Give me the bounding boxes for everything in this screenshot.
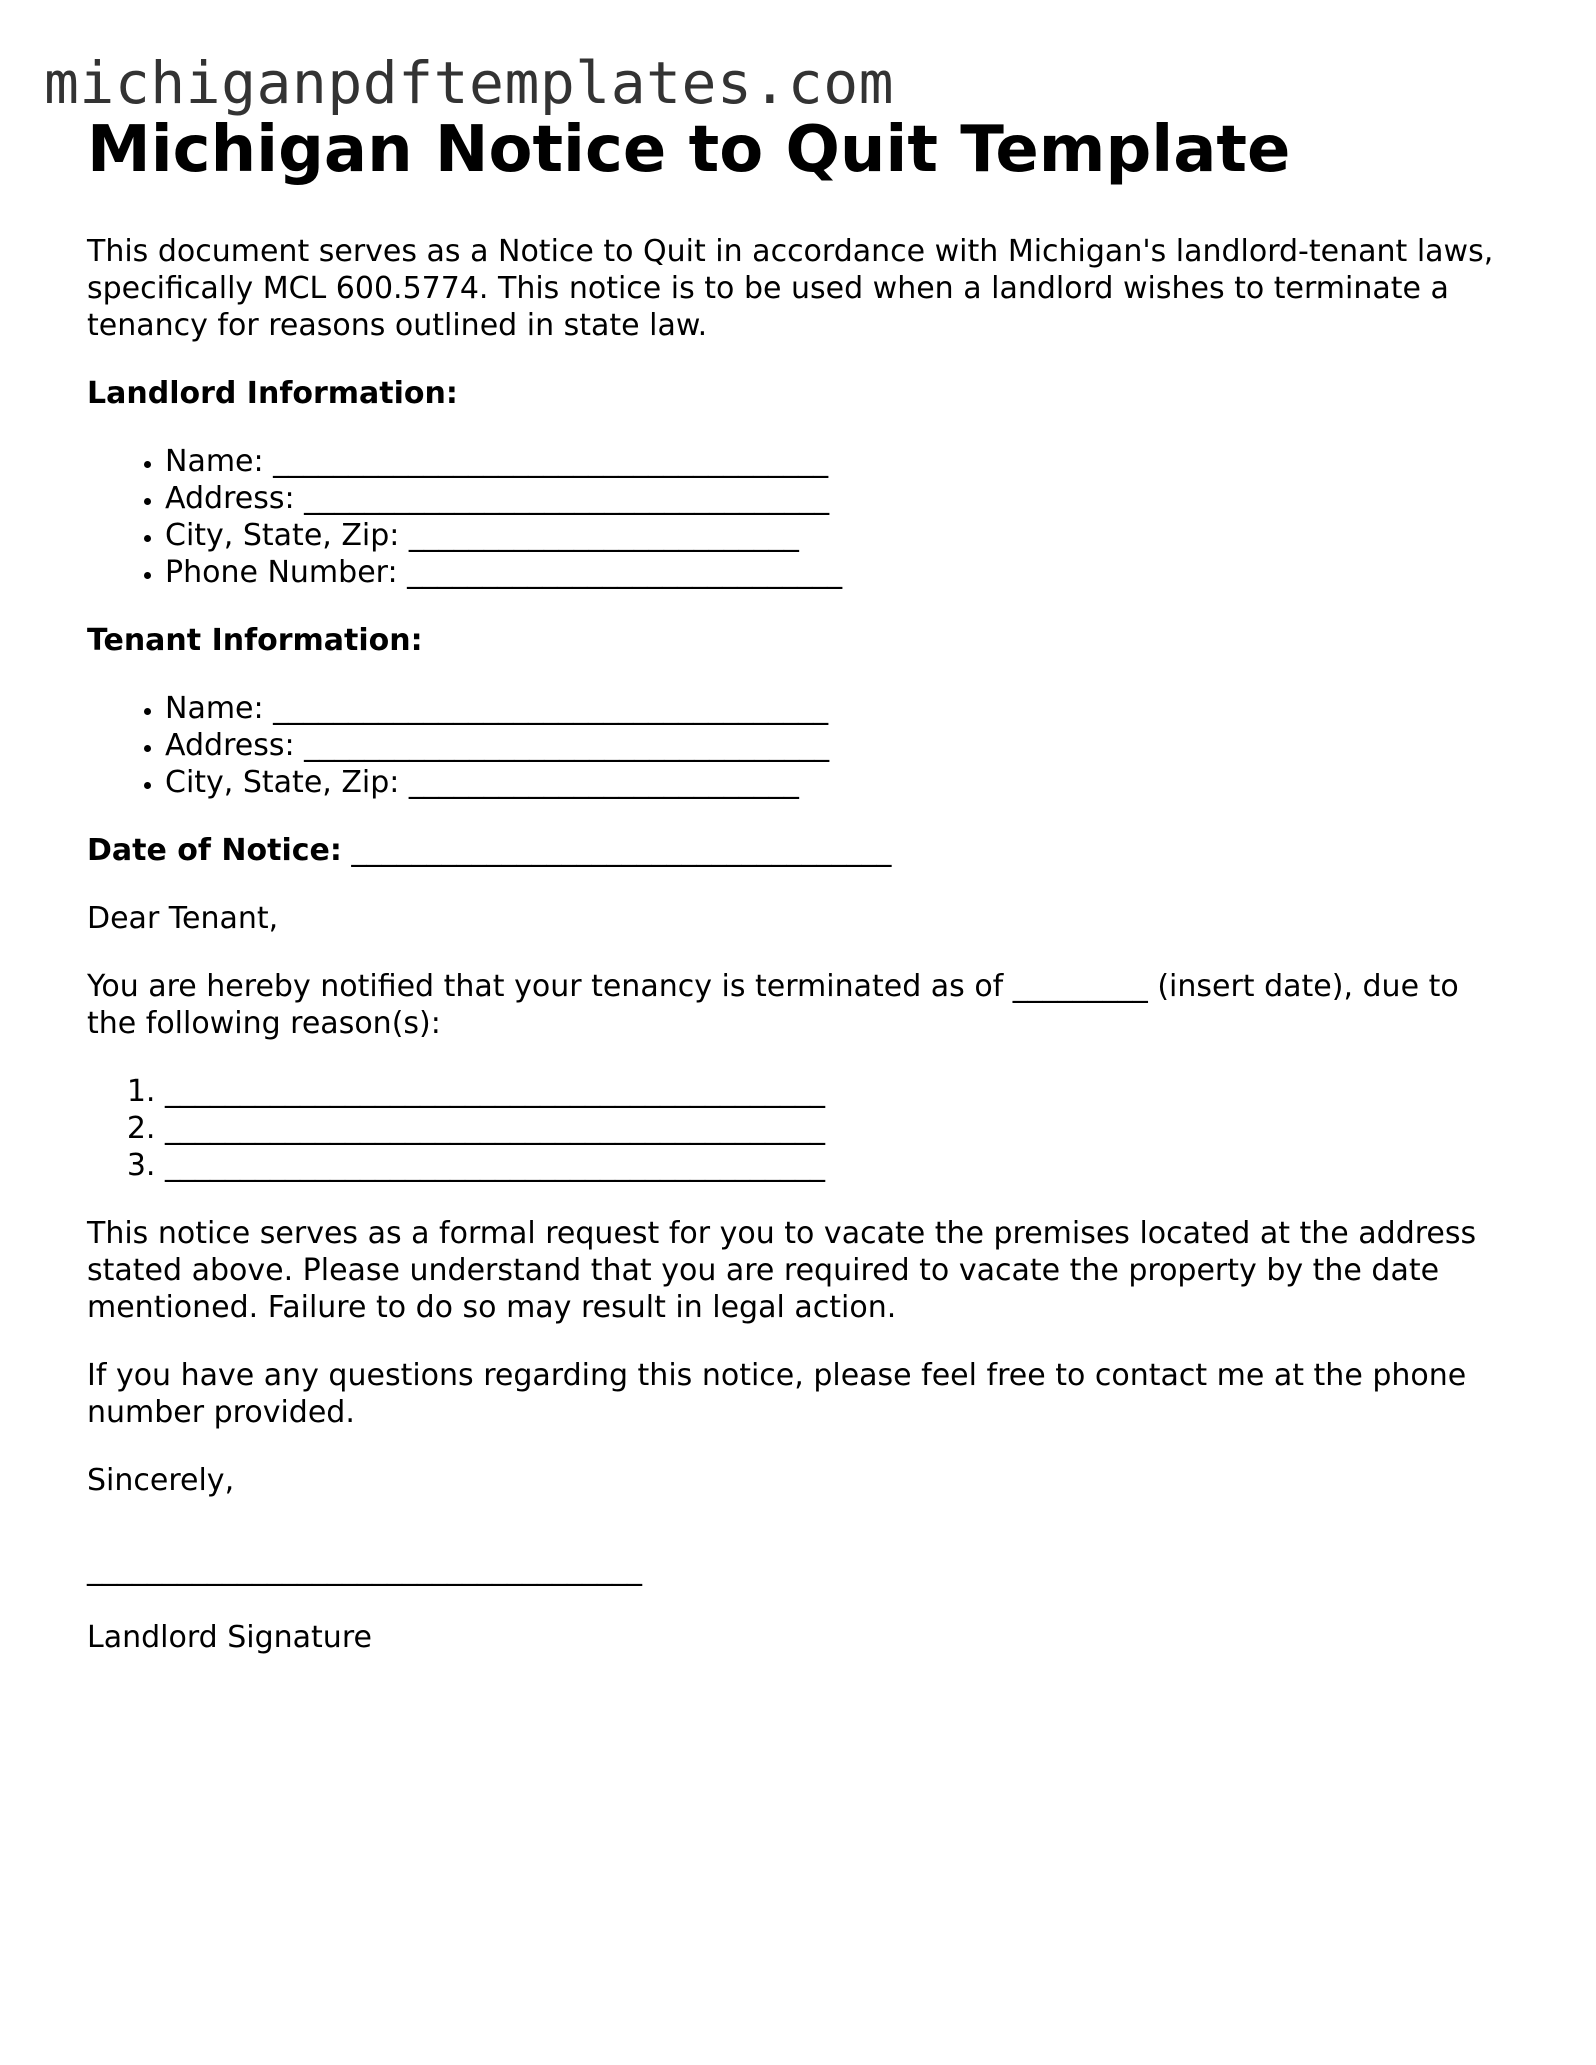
signature-label: Landlord Signature [87,1620,372,1655]
date-of-notice-blank: ____________________________________ [341,833,892,868]
salutation: Dear Tenant, [87,901,279,936]
vacate-paragraph: This notice serves as a formal request for you to vacate the premises located at the address stated above. Please understand that you are required to vacate the property by the date mentioned. Failure to do so may result in legal action. [87,1216,1477,1325]
reasons-list [87,1073,1517,1184]
page-title: Michigan Notice to Quit Template [87,113,1291,187]
landlord-city-state-zip-field: • City, State, Zip: __________________________ [165,517,1517,554]
reason-line-3: 3. ____________________________________________ [165,1147,1517,1184]
document-page [87,108,1517,1656]
termination-paragraph: You are hereby notified that your tenancy is terminated as of _________ (insert date), due to the following reason(s): [87,969,1459,1041]
tenant-name-field: • Name: _____________________________________ [165,690,1517,727]
watermark-text: michiganpdftemplates.com [44,49,895,117]
tenant-info-heading: Tenant Information: [87,623,423,658]
reason-line-1: 1. ____________________________________________ [165,1073,1517,1110]
intro-paragraph: This document serves as a Notice to Quit in accordance with Michigan's landlord-tenant laws, specifically MCL 600.5774. This notice is to be used when a landlord wishes to terminate a tenancy for reasons outlined in state law. [87,234,1494,343]
questions-paragraph: If you have any questions regarding this notice, please feel free to contact me at the phone number provided. [87,1358,1467,1430]
landlord-info-list [87,443,1517,591]
signature-line: _____________________________________ [87,1552,642,1587]
date-of-notice [87,832,1517,869]
closing: Sincerely, [87,1463,235,1498]
landlord-info-heading: Landlord Information: [87,376,458,411]
tenant-info-list [87,690,1517,801]
tenant-address-field: • Address: ___________________________________ [165,727,1517,764]
date-of-notice-label: Date of Notice: [87,833,342,868]
landlord-phone-field: • Phone Number: _____________________________ [165,554,1517,591]
landlord-address-field: • Address: ___________________________________ [165,480,1517,517]
landlord-name-field: • Name: _____________________________________ [165,443,1517,480]
tenant-city-state-zip-field: • City, State, Zip: __________________________ [165,764,1517,801]
reason-line-2: 2. ____________________________________________ [165,1110,1517,1147]
